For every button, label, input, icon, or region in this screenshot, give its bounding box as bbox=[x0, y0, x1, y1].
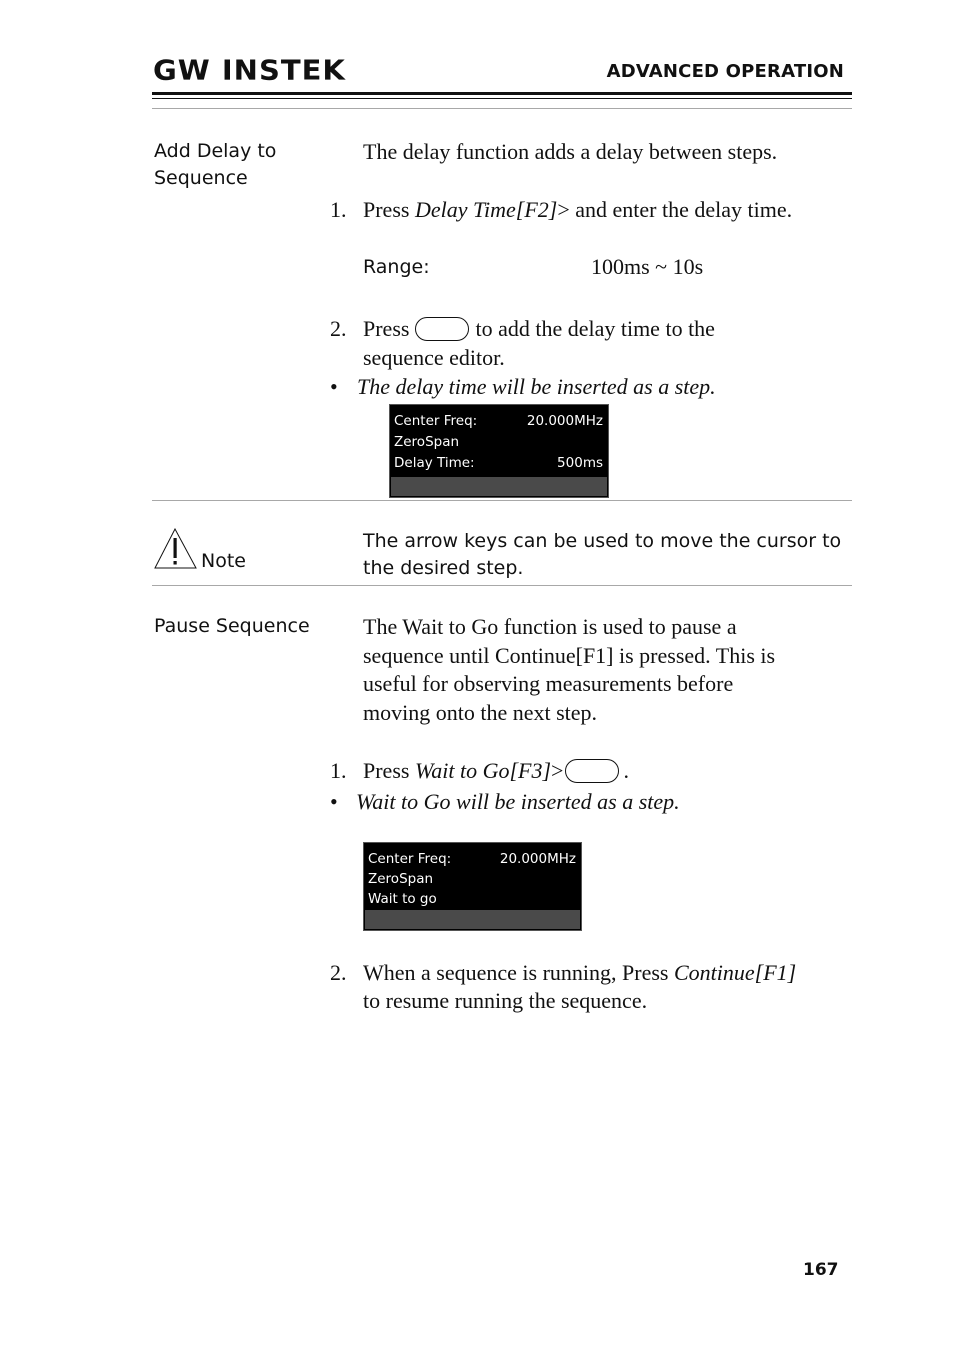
header-rule-thick bbox=[152, 92, 852, 95]
step-text-prefix: Press bbox=[363, 758, 415, 783]
pause-step-2-line2: to resume running the sequence. bbox=[363, 988, 648, 1013]
pause-step-2 bbox=[330, 959, 796, 988]
bullet-icon: • bbox=[330, 789, 338, 814]
section-divider bbox=[152, 500, 852, 501]
pause-intro-line: sequence until Continue[F1] is pressed. This is bbox=[363, 642, 776, 668]
header-rule-thin bbox=[152, 98, 852, 99]
softkey-wait-to-go: Wait to Go[F3] bbox=[414, 758, 552, 783]
bullet-text: The delay time will be inserted as a step. bbox=[357, 374, 716, 399]
delay-screen-capture bbox=[389, 404, 609, 498]
pause-bullet bbox=[330, 788, 680, 817]
note-text-line: the desired step. bbox=[363, 557, 524, 579]
screen-row bbox=[364, 849, 581, 869]
bullet-text: Wait to Go will be inserted as a step. bbox=[356, 789, 680, 814]
screen-row-value: 500ms bbox=[557, 455, 603, 471]
step-text-prefix: Press bbox=[363, 316, 410, 341]
screen-cursor-bar bbox=[365, 910, 580, 929]
step-number: 1. bbox=[330, 758, 347, 783]
note-text-line: The arrow keys can be used to move the cursor to bbox=[363, 530, 842, 552]
screen-row-value: 20.000MHz bbox=[499, 851, 576, 867]
step-text-suffix: > and enter the delay time. bbox=[557, 197, 793, 222]
delay-section-label: Add Delay to Sequence bbox=[154, 140, 277, 189]
delay-step-2-line2: sequence editor. bbox=[363, 345, 505, 370]
pause-intro-line: moving onto the next step. bbox=[363, 699, 598, 725]
section-divider bbox=[152, 585, 852, 586]
bullet-icon: • bbox=[330, 374, 338, 399]
screen-row bbox=[390, 453, 608, 474]
pause-screen-capture bbox=[363, 842, 582, 931]
page-number: 167 bbox=[803, 1260, 839, 1280]
screen-row-label: ZeroSpan bbox=[368, 871, 434, 887]
screen-row bbox=[364, 889, 581, 909]
range-value: 100ms ~ 10s bbox=[591, 254, 704, 279]
enter-key-icon bbox=[565, 759, 619, 783]
step-number: 2. bbox=[330, 960, 347, 985]
screen-row-label: ZeroSpan bbox=[394, 434, 460, 450]
pause-step-1 bbox=[330, 757, 629, 786]
delay-bullet bbox=[330, 373, 716, 402]
step-text-suffix: to add the delay time to the bbox=[475, 316, 715, 341]
step-text-gt: > bbox=[551, 758, 564, 783]
screen-row-label: Wait to go bbox=[368, 891, 437, 907]
screen-row bbox=[390, 411, 608, 432]
step-text-prefix: Press bbox=[363, 197, 415, 222]
step-number: 1. bbox=[330, 197, 347, 222]
screen-row-value: 20.000MHz bbox=[526, 413, 603, 429]
delay-step-2 bbox=[330, 315, 715, 344]
header-divider bbox=[152, 108, 852, 109]
step-text-prefix: When a sequence is running, Press bbox=[363, 960, 674, 985]
enter-key-icon bbox=[415, 317, 469, 341]
softkey-continue: Continue[F1] bbox=[673, 960, 797, 985]
pause-intro bbox=[363, 613, 775, 727]
delay-intro: The delay function adds a delay between steps. bbox=[363, 139, 778, 164]
brand-logo: GW INSTEK bbox=[153, 53, 346, 87]
screen-row bbox=[364, 869, 581, 889]
screen-row-label: Center Freq: bbox=[394, 413, 478, 429]
section-title: ADVANCED OPERATION bbox=[606, 61, 844, 82]
note-label: Note bbox=[201, 550, 246, 572]
pause-intro-line: useful for observing measurements before bbox=[363, 671, 734, 696]
pause-section-label: Pause Sequence bbox=[154, 615, 310, 637]
step-number: 2. bbox=[330, 316, 347, 341]
delay-step-1 bbox=[330, 196, 792, 225]
screen-cursor-bar bbox=[391, 477, 607, 496]
note-text bbox=[363, 528, 843, 582]
warning-icon bbox=[154, 528, 198, 570]
screen-row-label: Center Freq: bbox=[368, 851, 452, 867]
softkey-delay-time: Delay Time[F2] bbox=[414, 197, 558, 222]
screen-row bbox=[390, 432, 608, 453]
pause-intro-line: The Wait to Go function is used to pause a bbox=[363, 614, 737, 639]
range-label: Range: bbox=[363, 256, 430, 278]
step-text-end: . bbox=[623, 758, 629, 783]
screen-row-label: Delay Time: bbox=[394, 455, 475, 471]
